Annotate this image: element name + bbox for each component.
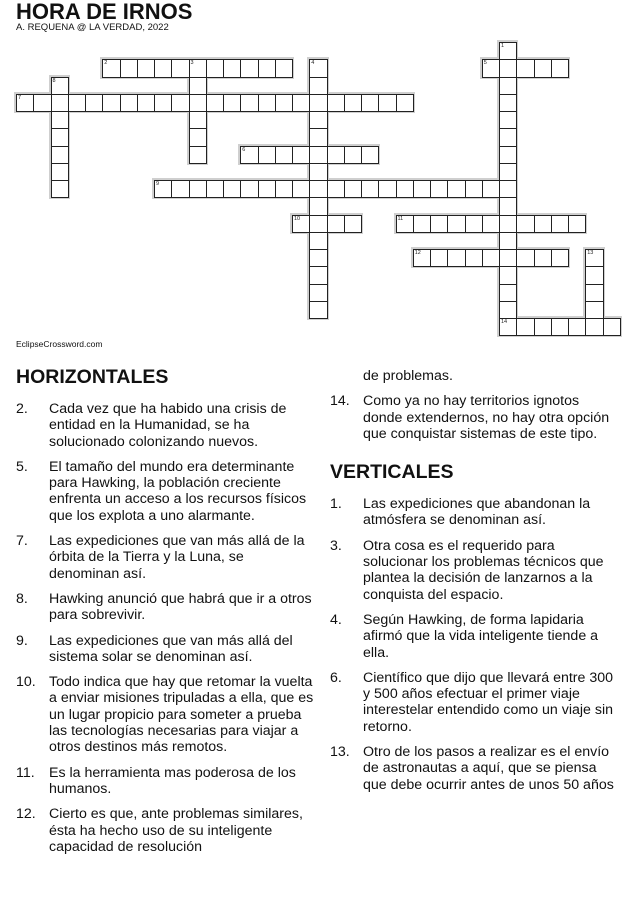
clue-item [16, 765, 316, 798]
grid-cell[interactable] [447, 180, 465, 198]
grid-cell[interactable] [258, 59, 276, 77]
grid-cell[interactable] [413, 249, 431, 267]
grid-cell[interactable] [344, 94, 362, 112]
clue-item [16, 401, 316, 450]
grid-cell[interactable] [585, 301, 603, 319]
grid-cell[interactable] [240, 180, 258, 198]
clue-number-label: 5 [483, 60, 487, 67]
grid-cell[interactable] [534, 215, 552, 233]
clue-text: Según Hawking, de forma lapidaria afirmó que la vida inteligente tiende a ella. [363, 611, 599, 661]
grid-cell[interactable] [292, 94, 310, 112]
grid-cell[interactable] [585, 284, 603, 302]
grid-cell[interactable] [309, 94, 327, 112]
grid-cell[interactable] [603, 318, 621, 336]
grid-cell[interactable] [275, 59, 293, 77]
grid-cell[interactable] [499, 146, 517, 164]
grid-cell[interactable] [396, 94, 414, 112]
grid-cell[interactable] [120, 59, 138, 77]
grid-cell[interactable] [240, 59, 258, 77]
grid-cell[interactable] [275, 146, 293, 164]
grid-cell[interactable] [171, 180, 189, 198]
grid-cell[interactable] [516, 249, 534, 267]
grid-cell[interactable] [430, 180, 448, 198]
grid-cell[interactable] [292, 215, 310, 233]
grid-cell[interactable] [499, 197, 517, 215]
grid-cell[interactable] [223, 59, 241, 77]
grid-cell[interactable] [309, 180, 327, 198]
grid-cell[interactable] [309, 128, 327, 146]
clue-number: 9. [16, 632, 28, 649]
grid-cell[interactable] [499, 42, 517, 60]
clue-text: Otra cosa es el requerido para solucionar los problemas técnicos que plantea la decisión de lanzarnos a la conquista del espacio. [363, 537, 604, 603]
grid-cell[interactable] [465, 180, 483, 198]
clue-number-label: 8 [52, 77, 56, 84]
grid-cell[interactable] [309, 146, 327, 164]
grid-cell[interactable] [499, 249, 517, 267]
grid-cell[interactable] [378, 180, 396, 198]
puzzle-subtitle: A. REQUENA @ LA VERDAD, 2022 [16, 22, 169, 33]
grid-cell[interactable] [430, 215, 448, 233]
grid-cell[interactable] [482, 180, 500, 198]
grid-cell[interactable] [275, 180, 293, 198]
clue-number: 6. [330, 669, 342, 686]
clue-number-label: 11 [397, 215, 404, 222]
grid-cell[interactable] [499, 94, 517, 112]
grid-cell[interactable] [51, 94, 69, 112]
clue-text: Científico que dijo que llevará entre 300 y 500 años efectuar el primer viaje interestelar entendido como un viaje sin retorno. [363, 669, 614, 735]
grid-cell[interactable] [137, 59, 155, 77]
grid-cell[interactable] [154, 180, 172, 198]
grid-cell[interactable] [585, 318, 603, 336]
grid-cell[interactable] [309, 266, 327, 284]
credit-text: EclipseCrossword.com [16, 339, 103, 349]
clue-item [16, 591, 316, 624]
grid-cell[interactable] [482, 215, 500, 233]
clue-item [16, 533, 316, 582]
clue-number: 3. [330, 537, 342, 554]
grid-cell[interactable] [309, 197, 327, 215]
clue-number-label: 7 [18, 94, 22, 101]
clue-text: Es la herramienta mas poderosa de los humanos. [49, 764, 296, 797]
across-clue-list [16, 401, 316, 855]
clue-item [16, 633, 316, 666]
grid-cell[interactable] [258, 94, 276, 112]
grid-cell[interactable] [551, 318, 569, 336]
grid-cell[interactable] [568, 215, 586, 233]
clue-text: Hawking anunció que habrá que ir a otros para sobrevivir. [49, 590, 312, 624]
grid-cell[interactable] [189, 180, 207, 198]
grid-cell[interactable] [206, 94, 224, 112]
grid-cell[interactable] [309, 59, 327, 77]
puzzle-title: HORA DE IRNOS [16, 0, 193, 24]
clue-item [16, 674, 316, 755]
grid-cell[interactable] [499, 59, 517, 77]
grid-cell[interactable] [51, 146, 69, 164]
clue-item [16, 806, 316, 855]
grid-cell[interactable] [275, 94, 293, 112]
grid-cell[interactable] [171, 94, 189, 112]
grid-cell[interactable] [396, 215, 414, 233]
grid-cell[interactable] [516, 318, 534, 336]
grid-cell[interactable] [85, 94, 103, 112]
clue-number-label: 1 [501, 43, 505, 49]
clue-item [330, 393, 620, 442]
clue-item [330, 496, 620, 529]
clue-number: 14. [330, 393, 350, 410]
clue-number-label: 2 [104, 60, 108, 67]
grid-cell[interactable] [516, 215, 534, 233]
grid-cell[interactable] [499, 301, 517, 319]
grid-cell[interactable] [465, 249, 483, 267]
grid-cell[interactable] [189, 128, 207, 146]
grid-cell[interactable] [378, 94, 396, 112]
grid-cell[interactable] [223, 180, 241, 198]
grid-cell[interactable] [499, 111, 517, 129]
grid-cell[interactable] [499, 318, 517, 336]
grid-cell[interactable] [309, 215, 327, 233]
grid-cell[interactable] [309, 163, 327, 181]
grid-cell[interactable] [327, 94, 345, 112]
grid-cell[interactable] [102, 59, 120, 77]
clue-number: 10. [16, 674, 36, 691]
clue-item [330, 612, 620, 661]
grid-cell[interactable] [154, 59, 172, 77]
grid-cell[interactable] [499, 232, 517, 250]
grid-cell[interactable] [309, 111, 327, 129]
grid-cell[interactable] [189, 94, 207, 112]
grid-cell[interactable] [102, 94, 120, 112]
grid-cell[interactable] [16, 94, 34, 112]
grid-cell[interactable] [309, 77, 327, 95]
clue-text: Como ya no hay territorios ignotos donde extendernos, no hay otra opción que conquistar sistemas de este tipo. [363, 393, 610, 442]
across-heading: HORIZONTALES [16, 366, 169, 388]
clue-number-label: 12 [414, 250, 421, 256]
grid-cell[interactable] [361, 94, 379, 112]
crossword-grid [0, 0, 624, 340]
clue-item [330, 538, 620, 603]
clue-number-label: 4 [311, 60, 315, 67]
grid-cell[interactable] [189, 59, 207, 77]
grid-cell[interactable] [51, 77, 69, 95]
across-clue-list-continued [330, 393, 620, 442]
clue-number: 12. [16, 806, 36, 823]
grid-cell[interactable] [465, 215, 483, 233]
grid-cell[interactable] [51, 163, 69, 181]
grid-cell[interactable] [327, 180, 345, 198]
grid-cell[interactable] [206, 59, 224, 77]
grid-cell[interactable] [585, 249, 603, 267]
clue-item [330, 670, 620, 735]
grid-cell[interactable] [499, 128, 517, 146]
grid-cell[interactable] [499, 180, 517, 198]
grid-cell[interactable] [499, 266, 517, 284]
grid-cell[interactable] [361, 146, 379, 164]
grid-cell[interactable] [51, 180, 69, 198]
grid-cell[interactable] [568, 318, 586, 336]
grid-cell[interactable] [585, 266, 603, 284]
grid-cell[interactable] [482, 249, 500, 267]
grid-cell[interactable] [68, 94, 86, 112]
grid-cell[interactable] [206, 180, 224, 198]
clues-right-column [330, 368, 620, 802]
clue-item [330, 744, 620, 793]
clue-text: Cierto es que, ante problemas similares, ésta ha hecho uso de su inteligente capacidad de resolución [49, 806, 303, 855]
grid-cell[interactable] [240, 146, 258, 164]
grid-cell[interactable] [516, 59, 534, 77]
grid-cell[interactable] [33, 94, 51, 112]
clue-number: 5. [16, 458, 28, 475]
down-clue-list [330, 496, 620, 793]
grid-cell[interactable] [309, 301, 327, 319]
grid-cell[interactable] [258, 180, 276, 198]
grid-cell[interactable] [258, 146, 276, 164]
clue-number: 11. [16, 764, 35, 781]
grid-cell[interactable] [413, 180, 431, 198]
grid-cell[interactable] [51, 111, 69, 129]
clue-number: 2. [16, 401, 28, 417]
grid-cell[interactable] [361, 180, 379, 198]
grid-cell[interactable] [499, 77, 517, 95]
grid-cell[interactable] [189, 77, 207, 95]
grid-cell[interactable] [309, 284, 327, 302]
grid-cell[interactable] [447, 215, 465, 233]
clue-text: Las expediciones que van más allá del sistema solar se denominan así. [49, 632, 293, 665]
grid-cell[interactable] [51, 128, 69, 146]
clue-number: 1. [330, 496, 342, 513]
grid-cell[interactable] [189, 146, 207, 164]
grid-cell[interactable] [413, 215, 431, 233]
clue-text: Las expediciones que abandonan la atmósfera se denominan así. [363, 496, 591, 529]
down-heading: VERTICALES [330, 461, 454, 484]
clue-number-label: 14 [501, 319, 508, 325]
grid-cell[interactable] [327, 215, 345, 233]
grid-cell[interactable] [189, 111, 207, 129]
clue-item [16, 459, 316, 524]
grid-cell[interactable] [447, 249, 465, 267]
grid-cell[interactable] [551, 59, 569, 77]
clues-left-column [16, 366, 316, 864]
grid-cell[interactable] [551, 215, 569, 233]
grid-cell[interactable] [534, 59, 552, 77]
grid-cell[interactable] [430, 249, 448, 267]
grid-cell[interactable] [154, 94, 172, 112]
grid-cell[interactable] [499, 284, 517, 302]
grid-cell[interactable] [292, 146, 310, 164]
grid-cell[interactable] [534, 249, 552, 267]
across-clue-12-continuation: de problemas. [363, 368, 453, 384]
grid-cell[interactable] [223, 94, 241, 112]
clue-number-label: 3 [190, 60, 194, 67]
clue-text: Cada vez que ha habido una crisis de entidad en la Humanidad, se ha solucionado colonizando nuevos. [49, 401, 287, 450]
grid-cell[interactable] [137, 94, 155, 112]
grid-cell[interactable] [240, 94, 258, 112]
grid-cell[interactable] [120, 94, 138, 112]
clue-text: El tamaño del mundo era determinante para Hawking, la población creciente enfrenta un acceso a los recursos físicos que los explota a uno alarmante. [49, 458, 307, 524]
grid-cell[interactable] [396, 180, 414, 198]
grid-cell[interactable] [309, 249, 327, 267]
clue-number-label: 6 [242, 146, 246, 153]
clue-number: 8. [16, 590, 28, 607]
clue-number-label: 13 [587, 250, 594, 256]
grid-cell[interactable] [327, 146, 345, 164]
clue-number-label: 10 [294, 215, 301, 222]
clue-number: 4. [330, 611, 342, 628]
grid-cell[interactable] [482, 59, 500, 77]
clue-text: Las expediciones que van más allá de la órbita de la Tierra y la Luna, se denominan así. [49, 533, 305, 582]
grid-cell[interactable] [344, 180, 362, 198]
grid-cell[interactable] [551, 249, 569, 267]
grid-cell[interactable] [344, 215, 362, 233]
clue-number-label: 9 [156, 181, 160, 187]
grid-cell[interactable] [344, 146, 362, 164]
clue-text: Otro de los pasos a realizar es el envío de astronautas a aquí, que se piensa que debe ocurrir antes de unos 50 años [363, 744, 614, 793]
clue-number: 13. [330, 744, 350, 761]
clue-number: 7. [16, 533, 28, 550]
grid-cell[interactable] [171, 59, 189, 77]
grid-cell[interactable] [292, 180, 310, 198]
grid-cell[interactable] [499, 215, 517, 233]
clue-text: Todo indica que hay que retomar la vuelta a enviar misiones tripuladas a ella, que es un lugar propicio para someter a prueba las tecnologías necesarias para viajar a otros destinos más remotos. [49, 674, 314, 756]
grid-cell[interactable] [534, 318, 552, 336]
grid-cell[interactable] [499, 163, 517, 181]
grid-cell[interactable] [309, 232, 327, 250]
